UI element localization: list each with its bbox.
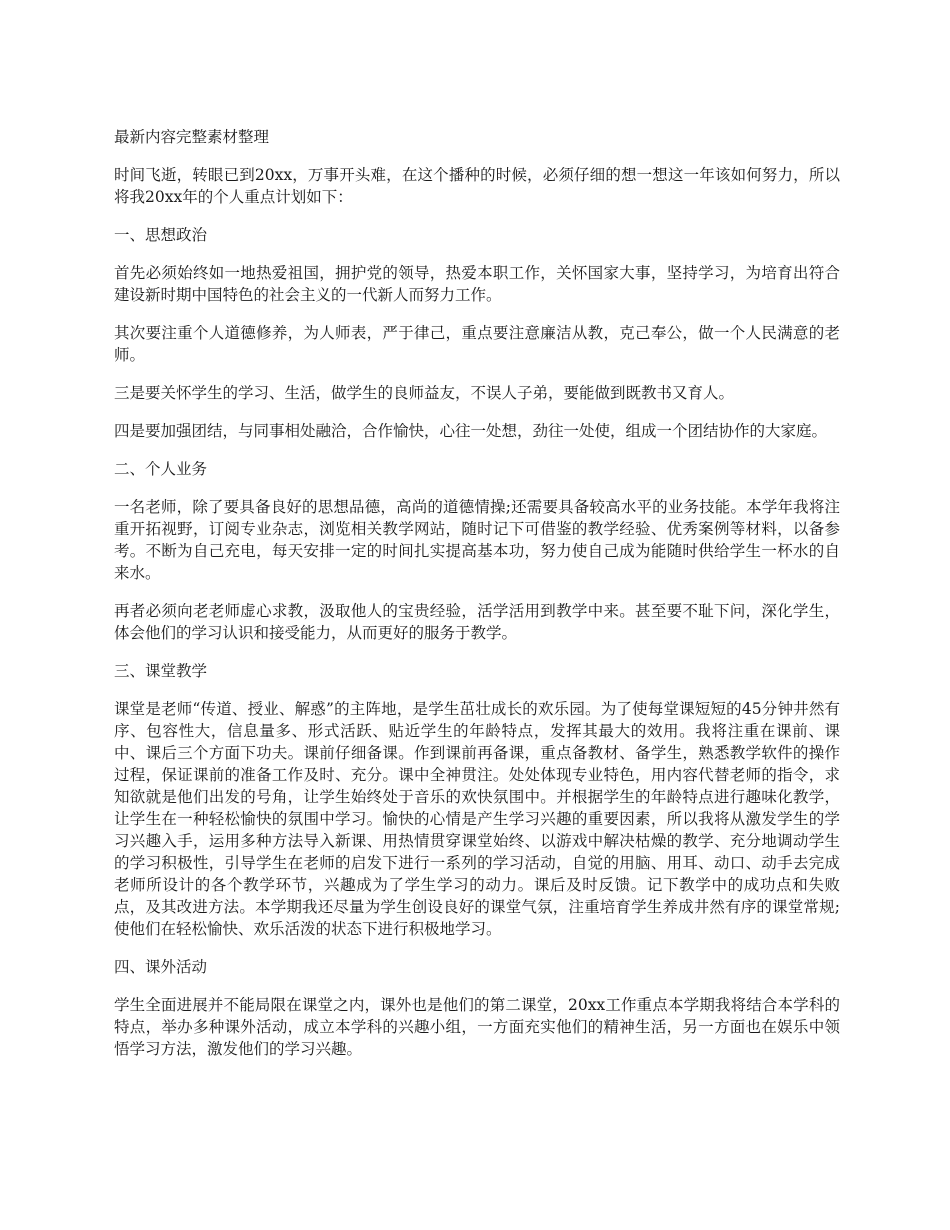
paragraph: 课堂是老师“传道、授业、解惑”的主阵地，是学生茁壮成长的欢乐园。为了使每堂课短短的45分钟井然有序、包容性大，信息量多、形式活跃、贴近学生的年龄特点，发挥其最大的效用。我将注重在课前、课中、课后三个方面下功夫。课前仔细备课。作到课前再备课，重点备教材、备学生，熟悉教学软件的操作过程，保证课前的准备工作及时、充分。课中全神贯注。处处体现专业特色，用内容代替老师的指令，求知欲就是他们出发的号角，让学生始终处于音乐的欢快氛围中。并根据学生的年龄特点进行趣味化教学，让学生在一种轻松愉快的氛围中学习。愉快的心情是产生学习兴趣的重要因素，所以我将从激发学生的学习兴趣入手，运用多种方法导入新课、用热情贯穿课堂始终、以游戏中解决枯燥的教学、充分地调动学生的学习积极性，引导学生在老师的启发下进行一系列的学习活动，自觉的用脑、用耳、动口、动手去完成老师所设计的各个教学环节，兴趣成为了学生学习的动力。课后及时反馈。记下教学中的成功点和失败点，及其改进方法。本学期我还尽量为学生创设良好的课堂气氛，注重培育学生养成井然有序的课堂常规;使他们在轻松愉快、欢乐活泼的状态下进行积极地学习。 bbox=[114, 700, 840, 938]
section-heading: 一、思想政治 bbox=[114, 226, 208, 244]
section-heading: 二、个人业务 bbox=[114, 460, 208, 478]
section-extracurricular bbox=[114, 956, 840, 1060]
paragraph: 其次要注重个人道德修养，为人师表，严于律己，重点要注意廉洁从教，克己奉公，做一个人民满意的老师。 bbox=[114, 324, 840, 364]
intro-paragraph: 时间飞逝，转眼已到20xx，万事开头难，在这个播种的时候，必须仔细的想一想这一年该如何努力，所以将我20xx年的个人重点计划如下： bbox=[114, 166, 840, 206]
paragraph: 四是要加强团结，与同事相处融洽，合作愉快，心往一处想，劲往一处使，组成一个团结协作的大家庭。 bbox=[114, 422, 828, 440]
paragraph: 学生全面进展并不能局限在课堂之内，课外也是他们的第二课堂，20xx工作重点本学期我将结合本学科的特点，举办多种课外活动，成立本学科的兴趣小组，一方面充实他们的精神生活，另一方面也在娱乐中领悟学习方法，激发他们的学习兴趣。 bbox=[114, 996, 840, 1058]
section-personal-business bbox=[114, 458, 840, 644]
section-heading: 四、课外活动 bbox=[114, 958, 208, 976]
paragraph: 首先必须始终如一地热爱祖国，拥护党的领导，热爱本职工作，关怀国家大事，坚持学习，为培育出符合建设新时期中国特色的社会主义的一代新人而努力工作。 bbox=[114, 264, 840, 304]
document-title: 最新内容完整素材整理 bbox=[114, 128, 270, 146]
document-page bbox=[114, 126, 840, 1076]
paragraph: 三是要关怀学生的学习、生活，做学生的良师益友，不误人子弟，要能做到既教书又育人。 bbox=[114, 384, 735, 402]
section-heading: 三、课堂教学 bbox=[114, 662, 208, 680]
section-political bbox=[114, 224, 840, 442]
paragraph: 再者必须向老老师虚心求教，汲取他人的宝贵经验，活学活用到教学中来。甚至要不耻下问，深化学生，体会他们的学习认识和接受能力，从而更好的服务于教学。 bbox=[114, 602, 840, 642]
paragraph: 一名老师，除了要具备良好的思想品德，高尚的道德情操;还需要具备较高水平的业务技能。本学年我将注重开拓视野，订阅专业杂志，浏览相关教学网站，随时记下可借鉴的教学经验、优秀案例等材料，以备参考。不断为自己充电，每天安排一定的时间扎实提高基本功，努力使自己成为能随时供给学生一杯水的自来水。 bbox=[114, 498, 840, 582]
section-classroom-teaching bbox=[114, 660, 840, 940]
